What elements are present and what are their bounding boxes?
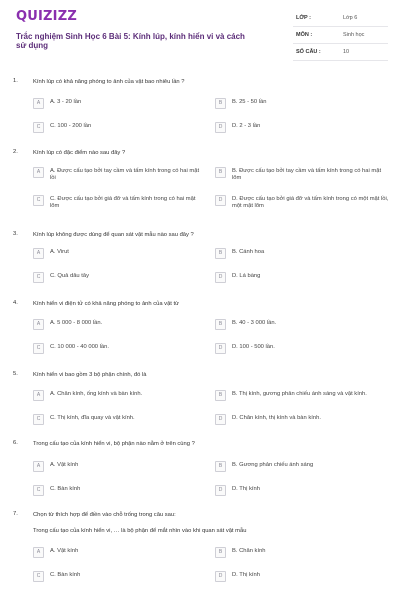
option-letter: B bbox=[215, 167, 226, 178]
option-letter: D bbox=[215, 485, 226, 496]
option-letter: C bbox=[33, 485, 44, 496]
option-text: D. Được cấu tạo bởi giá đỡ và tấm kính trong có một mặt lồi, một mặt lõm bbox=[232, 196, 389, 209]
option-text: A. 3 - 20 lần bbox=[50, 99, 82, 105]
meta-value: 10 bbox=[343, 49, 350, 55]
option-text: B. 40 - 3 000 lần. bbox=[232, 320, 277, 326]
option-letter: B bbox=[215, 248, 226, 259]
option-text: D. Chân kính, thị kính và bàn kính. bbox=[232, 415, 321, 421]
option-text: A. Được cấu tạo bởi tay cầm và tấm kính trong có hai mặt lồi bbox=[50, 168, 200, 181]
option-text: C. Bàn kính bbox=[50, 486, 81, 492]
option-letter: C bbox=[33, 343, 44, 354]
question-number: 4. bbox=[13, 300, 18, 306]
option-text: B. Được cấu tạo bởi tay cầm và tấm kính trong có hai mặt lõm bbox=[232, 168, 382, 181]
option-letter: C bbox=[33, 272, 44, 283]
question-number: 5. bbox=[13, 371, 18, 377]
option-text: C. 100 - 200 lần bbox=[50, 123, 92, 129]
option-text: A. 5 000 - 8 000 lần. bbox=[50, 320, 103, 326]
option-letter: C bbox=[33, 195, 44, 206]
option-text: B. Cánh hoa bbox=[232, 249, 265, 255]
question-number: 7. bbox=[13, 511, 18, 517]
meta-value: Lớp 6 bbox=[343, 15, 358, 21]
question-subtext: Trong cấu tạo của kính hiển vi, … là bộ phận để mắt nhìn vào khi quan sát vật mẫu bbox=[33, 528, 247, 534]
meta-value: Sinh học bbox=[343, 32, 365, 38]
option-letter: D bbox=[215, 272, 226, 283]
option-text: C. Thị kính, đĩa quay và vật kính. bbox=[50, 415, 135, 421]
option-letter: A bbox=[33, 461, 44, 472]
question-number: 3. bbox=[13, 231, 18, 237]
option-letter: C bbox=[33, 571, 44, 582]
option-letter: B bbox=[215, 98, 226, 109]
option-letter: A bbox=[33, 98, 44, 109]
meta-label: LỚP : bbox=[296, 15, 311, 21]
option-text: B. Chân kính bbox=[232, 548, 266, 554]
meta-label: MÔN : bbox=[296, 32, 313, 38]
option-text: D. Thị kính bbox=[232, 486, 260, 492]
option-letter: D bbox=[215, 195, 226, 206]
option-letter: D bbox=[215, 571, 226, 582]
meta-row-count bbox=[293, 44, 388, 61]
option-letter: A bbox=[33, 547, 44, 558]
meta-row-grade bbox=[293, 10, 388, 27]
option-letter: C bbox=[33, 122, 44, 133]
question-number: 6. bbox=[13, 440, 18, 446]
question-number: 1. bbox=[13, 78, 18, 84]
option-letter: B bbox=[215, 390, 226, 401]
option-text: C. 10 000 - 40 000 lần. bbox=[50, 344, 109, 350]
option-text: C. Quả dâu tây bbox=[50, 273, 89, 279]
option-text: D. 2 - 3 lần bbox=[232, 123, 261, 129]
option-text: A. Virut bbox=[50, 249, 69, 255]
option-text: B. Gương phản chiếu ánh sáng bbox=[232, 462, 314, 468]
page-title: Trắc nghiệm Sinh Học 6 Bài 5: Kính lúp, kính hiển vi và cách sử dụng bbox=[16, 32, 245, 50]
option-letter: A bbox=[33, 248, 44, 259]
option-text: B. Thị kính, gương phản chiếu ánh sáng và vật kính. bbox=[232, 391, 367, 397]
option-letter: D bbox=[215, 343, 226, 354]
question-text: Kính hiển vi điện tử có khả năng phóng to ảnh của vật từ bbox=[33, 301, 180, 307]
question-text: Trong cấu tạo của kính hiển vi, bộ phận nào nằm ở trên cùng ? bbox=[33, 441, 195, 447]
option-letter: B bbox=[215, 461, 226, 472]
option-text: A. Vật kính bbox=[50, 548, 79, 554]
question-text: Chọn từ thích hợp để điền vào chỗ trống trong câu sau: bbox=[33, 512, 176, 518]
option-text: C. Bàn kính bbox=[50, 572, 81, 578]
meta-table bbox=[293, 10, 388, 61]
option-letter: D bbox=[215, 414, 226, 425]
question-text: Kính lúp có đặc điểm nào sau đây ? bbox=[33, 150, 126, 156]
meta-label: SỐ CÂU : bbox=[296, 49, 321, 55]
option-text: A. Chân kính, ống kính và bàn kính. bbox=[50, 391, 143, 397]
question-text: Kính lúp không được dùng để quan sát vật mẫu nào sau đây ? bbox=[33, 232, 194, 238]
question-text: Kính hiển vi bao gồm 3 bộ phận chính, đó là bbox=[33, 372, 147, 378]
option-text: D. 100 - 500 lần. bbox=[232, 344, 275, 350]
option-letter: B bbox=[215, 547, 226, 558]
option-text: C. Được cấu tạo bởi giá đỡ và tấm kính trong có hai mặt lõm bbox=[50, 196, 196, 209]
option-letter: C bbox=[33, 414, 44, 425]
question-text: Kính lúp có khả năng phóng to ảnh của vật bao nhiêu lần ? bbox=[33, 79, 185, 85]
meta-row-subject bbox=[293, 27, 388, 44]
option-letter: A bbox=[33, 390, 44, 401]
option-letter: B bbox=[215, 319, 226, 330]
option-text: D. Lá bàng bbox=[232, 273, 261, 279]
option-letter: A bbox=[33, 319, 44, 330]
option-letter: D bbox=[215, 122, 226, 133]
question-number: 2. bbox=[13, 149, 18, 155]
quizizz-logo: QUIZIZZ bbox=[16, 9, 77, 24]
option-text: A. Vật kính bbox=[50, 462, 79, 468]
option-text: B. 25 - 50 lần bbox=[232, 99, 267, 105]
option-letter: A bbox=[33, 167, 44, 178]
option-text: D. Thị kính bbox=[232, 572, 260, 578]
